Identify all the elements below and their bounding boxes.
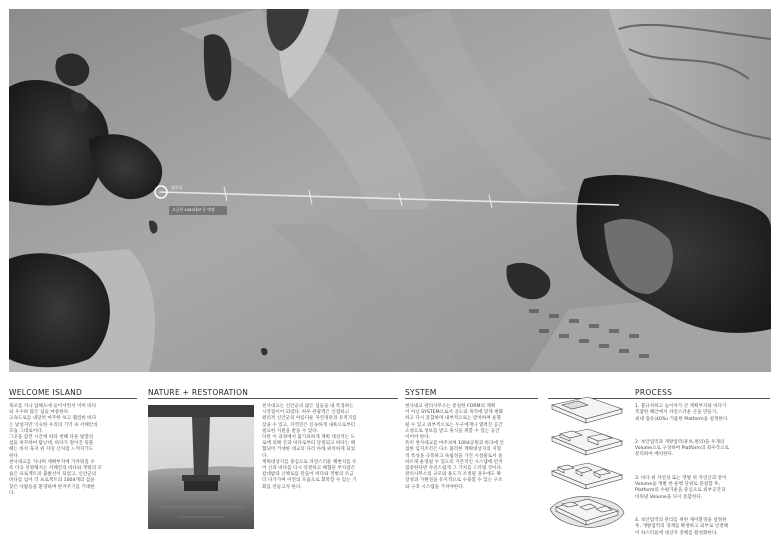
- site-marker-label: 철산포: [171, 185, 183, 190]
- nature-text: 천사대교는 신안군의 많은 섬들을 내 특징하는 시작점이어 되었다. 하루 관광객은 인접하고 편리적 신안군의 아름다운 자연경관과 유적지를 찾을 수 있고, 지역민은 신속하게 내륙으로부터 필요한 지원을 받을 수 있다. 다만 이 과정에서 불가피하게 계획 대상지는 도 로에 의해 산과 바다로부터 단절되고 바다는 해 협되어 거대한 대교의 다리 아래 위치하게 되었 다. 계획대상지를 중심으로 자연스러운 해변치를 두 어 산과 바다를 다시 연결하고 해협된 부지잡은 갈대밭과 산책로를 만들어 바다와 갯벌의 조금 더 다가가며 이전의 모습으로 회복할 수 있는 기 회를 만들고자 한다.: [262, 404, 357, 490]
- process-step1-diagram: [552, 397, 622, 423]
- system-rule: [405, 398, 538, 399]
- process-step-1: 1. 불규칙하고 높이차가 큰 계획부지와 바다가 복잡한 해안에서 자연스러운 산을 만들기, 최대 접유(40%) 거울한 Platform을 설정한다: [635, 404, 728, 422]
- process-step2-diagram: [552, 429, 622, 455]
- process-step4-diagram: [550, 497, 624, 528]
- process-list: [635, 404, 767, 554]
- welcome-title: WELCOME ISLAND: [9, 388, 83, 397]
- process-step-3: 3. 바다 위 자연성 또는 갯벌 위 자연산과 같이 Volume을 개별 한 운행 단위로 분절할 후, Platform의 수평기운을 중심으로 외부공간과 비워낸 Volume을 다시 흩합한다.: [635, 475, 727, 500]
- process-title: PROCESS: [635, 388, 673, 397]
- welcome-rule: [9, 398, 137, 399]
- bridge-pier-photo: [148, 405, 254, 529]
- process-step-4: 4. 보안업역의 관리를 위한 제어환경을 설정한 후, 개방업역의 경계를 확정하고 외부로 연결해 어 하스티롭에 대상지 전체를 활성화한다.: [635, 517, 729, 536]
- system-title: SYSTEM: [405, 388, 437, 397]
- aerial-map: [9, 9, 771, 372]
- process-step3-diagram: [552, 463, 622, 489]
- nature-rule: [148, 398, 398, 399]
- process-diagrams: [548, 395, 626, 535]
- process-step-2: 2. 보안업역과 개방업역(휴보,편의)을 우개의 Volume으로 구성하여 Platform의 좌우측으로 분리하여 배치한다.: [635, 439, 730, 458]
- welcome-text: 목포를 지나 압해도에 들어서면서 이미 바다 와 우수하 많은 섬들 마중한다. 고속도로를 내달려 마주한 보고 웰컴한 바다 는 낯설지만 익숙한 우리의 기억 속 서해안의 모습 그대로이다. 그곳을 잠깐 시간에 따라 천혜 다른 빛깔의 섬들 바꾸하여 탐난데, 바다가 멀어진 뒷풀 때는 바치 육지 위 자연 산처럼 느껴지기도 한다. 천사대교를 지나며 계확부지에 가까워질 수 록 더욱 선명해지는 서해안의 바다와 갯벌의 모 습은 프로젝트의 출발선이 되었고, 신안군의 바다를 넘어 더 프로젝트의 1004개의 섬을 찾은 사람들을 환영하며 반겨주기를 기대한 다.: [9, 404, 103, 496]
- nature-title: NATURE + RESTORATION: [148, 388, 249, 397]
- system-text: 천사대교 관리사무소는 통일한 FORM의 계획 이 아닌 SYSTEM으로서 공도와 목적에 맞게 변화 하고 다시 흩합하며 내부적으로는 받쳐하며 운향 될 수 있고 외부적으로는 누구에게나 열려진 공간 소청으로 성보를 받고 휴식을 취할 수 있는 공간 이어야 한다. 특히 천사대교를 마주보며 1004공원과 바다에 인 접한 임지조건은 다소 불리한 계획대상지의 지형 적 특성을 극복하고 독립성을 가진 시설물로서 올 바르게 운영될 수 있도록 기본적인 시스템에 먼저 집중한다면 자연스럽게 그 가치를 드러낼 것이다. 관리사무소의 규모와 용도가 조정될 경우에도 확 장성과 가변성을 유지적으로 수용할 수 있는 구조 와 구축 시스템을 가져야한다.: [405, 404, 504, 490]
- bridge-label: 고군산 1004대교 등 예정: [172, 207, 215, 212]
